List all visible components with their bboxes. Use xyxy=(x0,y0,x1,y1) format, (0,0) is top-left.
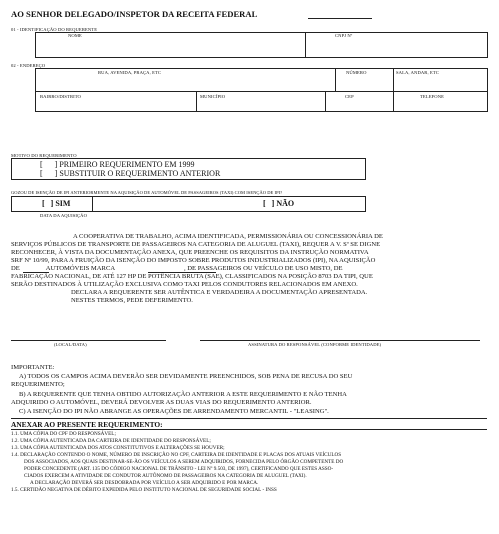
numero-label: NÚMERO xyxy=(346,70,367,75)
local-data-line xyxy=(11,340,166,341)
body-line-1: A COOPERATIVA DE TRABALHO, ACIMA IDENTIFICADA, PERMISSIONÁRIA OU CONCESSIONÁRIA DE xyxy=(73,233,383,240)
motivo-option-substituir[interactable] xyxy=(40,169,220,178)
anexar-item-3: 1.3. UMA CÓPIA AUTENTICADA DOS ATOS CONSTITUTIVOS E ALTERAÇÕES SE HOUVER; xyxy=(11,445,225,451)
page-title: AO SENHOR DELEGADO/INSPETOR DA RECEITA FEDERAL xyxy=(11,9,258,19)
isencao-nao-option[interactable] xyxy=(263,199,294,208)
motivo-option-substituir-label: SUBSTITUIR O REQUERIMENTO ANTERIOR xyxy=(59,169,221,178)
sala-label: SALA, ANDAR, ETC xyxy=(396,70,439,75)
anexar-top-rule xyxy=(11,418,487,419)
address-divider-cep xyxy=(325,91,326,112)
body-line-6: FABRICAÇÃO NACIONAL, DE ATÉ 127 HP DE POTÊNCIA BRUTA (SAE), CLASSIFICADOS NA POSIÇÃO 8703 DA TIPI, QUE xyxy=(11,273,373,280)
telefone-label: TELEFONE xyxy=(420,94,445,99)
importante-line-2: REQUERIMENTO; xyxy=(11,381,65,388)
importante-line-1: A) TODOS OS CAMPOS ACIMA DEVERÃO SER DEVIDAMENTE PREENCHIDOS, SOB PENA DE RECUSA DO SEU xyxy=(19,373,353,380)
checkbox-sim[interactable]: [ ] xyxy=(42,199,54,208)
nome-field[interactable] xyxy=(40,40,302,56)
isencao-title: GOZOU DE ISENÇÃO DE IPI ANTERIORMENTE NA AQUISIÇÃO DE AUTOMÓVEL DE PASSAGEIROS (TAXI) COM ISENÇÃO DE IPI? xyxy=(11,190,283,195)
data-aquisicao-field[interactable] xyxy=(92,200,242,211)
bairro-label: BAIRRO/DISTRITO xyxy=(40,94,81,99)
checkbox-primeiro[interactable]: [ ] xyxy=(40,160,58,169)
bairro-field[interactable] xyxy=(38,100,193,110)
rua-field[interactable] xyxy=(38,77,332,89)
motivo-title: MOTIVO DO REQUERIMENTO xyxy=(11,153,77,158)
assinatura-label: ASSINATURA DO RESPONSÁVEL (CONFORME IDENTIDADE) xyxy=(248,342,382,347)
anexar-item-5: 1.5. CERTIDÃO NEGATIVA DE DÉBITO EXPEDIDA PELO INSTITUTO NACIONAL DE SEGURIDADE SOCIAL - INSS xyxy=(11,487,277,493)
importante-line-5: C) A ISENÇÃO DO IPI NÃO ABRANGE AS OPERAÇÕES DE ARRENDAMENTO MERCANTIL - "LEASING". xyxy=(19,408,329,415)
anexar-item-2: 1.2. UMA CÓPIA AUTENTICADA DA CARTEIRA DE IDENTIDADE DO RESPONSÁVEL; xyxy=(11,438,211,444)
body-line-8: DECLARA A REQUERENTE SER AUTÊNTICA E VERDADEIRA A DOCUMENTAÇÃO APRESENTADA. xyxy=(71,289,368,296)
assinatura-line xyxy=(200,340,480,341)
section-02-title: 02 - ENDEREÇO xyxy=(11,63,46,68)
address-divider-municipio xyxy=(196,91,197,112)
address-divider-sala xyxy=(393,68,394,91)
numero-field[interactable] xyxy=(338,77,390,89)
isencao-sim-option[interactable] xyxy=(42,199,70,208)
motivo-option-primeiro-label: PRIMEIRO REQUERIMENTO EM 1999 xyxy=(59,160,195,169)
importante-line-4: ADQUIRIDO O AUTOMÓVEL, DEVERÁ DEVOLVER AS DUAS VIAS DO REQUERIMENTO ANTERIOR. xyxy=(11,399,312,406)
section-01-title: 01 - IDENTIFICAÇÃO DO REQUERENTE xyxy=(11,27,98,32)
motivo-option-primeiro[interactable] xyxy=(40,160,195,169)
isencao-nao-label: NÃO xyxy=(276,199,295,208)
local-data-label: (LOCAL/DATA) xyxy=(54,342,87,347)
cnpj-label: CNPJ Nº xyxy=(335,33,353,38)
rua-label: RUA, AVENIDA, PRAÇA, ETC xyxy=(98,70,162,75)
title-fill-line xyxy=(308,18,372,19)
body-line-4: SRF Nº 10/99, PARA A FRUIÇÃO DA ISENÇÃO DO IMPOSTO SOBRE PRODUTOS INDUSTRIALIZADOS (IPI), NA AQUISIÇÃO xyxy=(11,257,376,264)
anexar-item-4-cont-2: PODER CONCEDENTE (ART. 135 DO CÓDIGO NACIONAL DE TRÂNSITO - LEI Nº 9.503, DE 1997), CERTIFICANDO QUE ESTES ASSO- xyxy=(24,466,334,472)
checkbox-nao[interactable]: [ ] xyxy=(263,199,275,208)
anexar-title-underline xyxy=(11,429,487,430)
data-aquisicao-label: DATA DA AQUISIÇÃO xyxy=(40,213,88,218)
address-divider-telefone xyxy=(393,91,394,112)
anexar-item-4-cont-1: DOS ASSOCIADOS, AOS QUAIS DESTINAR-SE-ÃO OS VEÍCULOS A SEREM ADQUIRIDOS, FORNECIDA PELO ÓRGÃO COMPETENTE DO xyxy=(24,459,344,465)
address-row-divider xyxy=(35,91,488,92)
cnpj-field[interactable] xyxy=(308,40,486,56)
nome-label: NOME xyxy=(68,33,82,38)
isencao-sim-label: SIM xyxy=(55,199,71,208)
body-line-3: RECONHECER, À VISTA DA DOCUMENTAÇÃO ANEXA, QUE PREENCHE OS REQUISITOS DA INSTRUÇÃO NORMATIVA xyxy=(11,249,369,256)
anexar-item-4-cont-4: A DECLARAÇÃO DEVERÁ SER DESDOBRADA POR VEÍCULO A SER ADQUIRIDO E POR MARCA. xyxy=(30,480,259,486)
address-divider-numero xyxy=(335,68,336,91)
telefone-field[interactable] xyxy=(396,100,486,110)
municipio-label: MUNICÍPIO xyxy=(200,94,226,99)
sala-field[interactable] xyxy=(396,77,486,89)
body-line-2: SERVIÇOS PÚBLICOS DE TRANSPORTE DE PASSAGEIROS NA CATEGORIA DE ALUGUEL (TAXI), REQUER A V. Sª SE DIGNE xyxy=(11,241,381,248)
municipio-field[interactable] xyxy=(199,100,322,110)
anexar-title: ANEXAR AO PRESENTE REQUERIMENTO: xyxy=(11,420,163,429)
checkbox-substituir[interactable]: [ ] xyxy=(40,169,58,178)
body-line-9: NESTES TERMOS, PEDE DEFERIMENTO. xyxy=(71,297,193,304)
anexar-item-4-cont-3: CIADOS EXERCEM A ATIVIDADE DE CONDUTOR AUTÔNOMO DE PASSAGEIROS NA CATEGORIA DE ALUGUEL (TAXI). xyxy=(24,473,307,479)
body-line-5: DE AUTOMÓVEIS MARCA , DE PASSAGEIROS OU VEÍCULO DE USO MISTO, DE xyxy=(11,265,343,272)
anexar-item-4: 1.4. DECLARAÇÃO CONTENDO O NOME, NÚMERO DE INSCRIÇÃO NO CPF, CARTEIRA DE IDENTIDADE E PLACAS DOS ATUAIS VEÍCULOS xyxy=(11,452,342,458)
anexar-item-1: 1.1. UMA CÓPIA DO CPF DO RESPONSÁVEL; xyxy=(11,431,116,437)
body-line-7: SERÃO DESTINADOS À UTILIZAÇÃO EXCLUSIVA COMO TAXI PELOS CONDUTORES RELACIONADOS EM ANEXO. xyxy=(11,281,358,288)
importante-line-3: B) A REQUERENTE QUE TENHA OBTIDO AUTORIZAÇÃO ANTERIOR A ESTE REQUERIMENTO E NÃO TENHA xyxy=(19,391,347,398)
cep-label: CEP xyxy=(345,94,354,99)
importante-title: IMPORTANTE: xyxy=(11,364,55,371)
identification-divider xyxy=(305,32,306,58)
cep-field[interactable] xyxy=(328,100,390,110)
